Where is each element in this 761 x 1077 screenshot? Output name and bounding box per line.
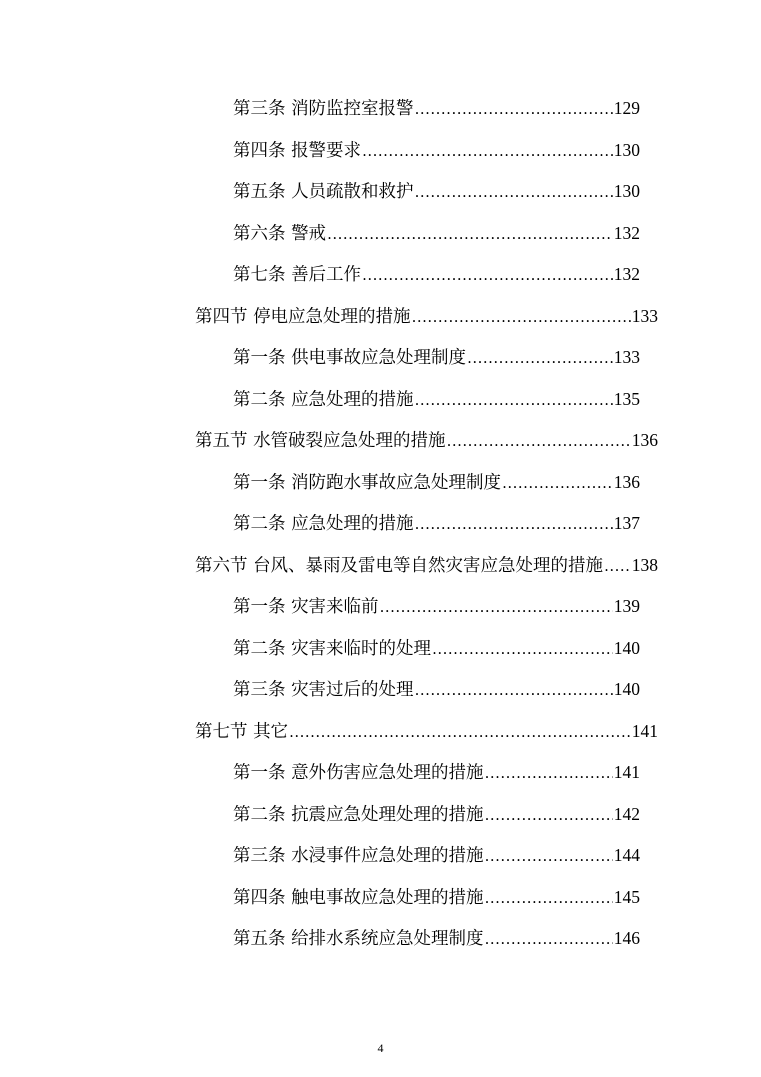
toc-entry-title: 第三条 水浸事件应急处理的措施: [233, 846, 484, 866]
toc-entry-title: 第六条 警戒: [233, 223, 327, 244]
toc-page-number: 135: [613, 388, 640, 409]
toc-dot-leader: [485, 878, 613, 918]
toc-page-number: 141: [613, 762, 640, 782]
toc-dot-leader: [485, 795, 613, 835]
toc-entry[interactable]: [233, 794, 640, 834]
toc-entry-title: 第七节 其它: [195, 721, 289, 742]
toc-entry[interactable]: [233, 503, 640, 543]
toc-entry[interactable]: [233, 213, 640, 253]
toc-page-number: 140: [613, 679, 640, 699]
toc-page-number: 142: [613, 803, 640, 824]
toc-entry-title: 第二条 应急处理的措施: [233, 389, 414, 410]
toc-entry-title: 第一条 供电事故应急处理制度: [233, 348, 467, 368]
toc-entry-title: 第四条 报警要求: [233, 140, 362, 161]
toc-entry-title: 第一条 消防跑水事故应急处理制度: [233, 472, 502, 493]
toc-dot-leader: [432, 629, 613, 669]
toc-dot-leader: [604, 546, 631, 586]
toc-entry[interactable]: [233, 337, 640, 377]
toc-entry[interactable]: [233, 918, 640, 958]
toc-entry[interactable]: [233, 88, 640, 128]
toc-dot-leader: [467, 338, 613, 378]
toc-dot-leader: [485, 919, 613, 959]
toc-page-number: 141: [631, 720, 658, 741]
toc-entry[interactable]: [233, 628, 640, 668]
toc-entry-title: 第三条 灾害过后的处理: [233, 680, 414, 700]
toc-entry-title: 第一条 灾害来临前: [233, 597, 379, 617]
toc-entry-title: 第四条 触电事故应急处理的措施: [233, 887, 484, 908]
toc-page-number: 145: [613, 886, 640, 907]
toc-page-number: 139: [613, 596, 640, 616]
toc-entry-title: 第一条 意外伤害应急处理的措施: [233, 763, 484, 783]
toc-dot-leader: [415, 380, 613, 420]
toc-entry-title: 第六节 台风、暴雨及雷电等自然灾害应急处理的措施: [195, 555, 604, 576]
toc-page-number: 130: [613, 181, 640, 201]
toc-dot-leader: [415, 504, 613, 544]
toc-page-number: 133: [631, 305, 658, 326]
toc-entry[interactable]: [233, 379, 640, 419]
toc-entry[interactable]: [233, 835, 640, 875]
toc-page-number: 146: [613, 928, 640, 948]
toc-entry[interactable]: [233, 669, 640, 709]
toc-entry[interactable]: [195, 545, 658, 585]
toc-page-number: 140: [613, 637, 640, 658]
toc-dot-leader: [415, 172, 613, 212]
toc-dot-leader: [502, 463, 613, 503]
footer-page-number: 4: [377, 1041, 384, 1055]
toc-page-number: 136: [613, 471, 640, 492]
toc-dot-leader: [362, 131, 613, 171]
toc-dot-leader: [415, 89, 613, 129]
toc-page-number: 130: [613, 139, 640, 160]
toc-entry-title: 第二条 抗震应急处理处理的措施: [233, 804, 484, 825]
toc-page-number: 133: [613, 347, 640, 367]
toc-entry-title: 第五条 给排水系统应急处理制度: [233, 929, 484, 949]
toc-entry-title: 第七条 善后工作: [233, 265, 362, 285]
toc-dot-leader: [380, 587, 613, 627]
toc-page-number: 136: [631, 430, 658, 450]
toc-dot-leader: [447, 421, 631, 461]
toc-page-number: 137: [613, 513, 640, 533]
toc-entry[interactable]: [233, 171, 640, 211]
toc-dot-leader: [327, 214, 613, 254]
toc-entry[interactable]: [233, 586, 640, 626]
toc-dot-leader: [289, 712, 631, 752]
toc-page-number: 132: [613, 264, 640, 284]
toc-page-number: 144: [613, 845, 640, 865]
toc-entry[interactable]: [233, 462, 640, 502]
toc-entry-title: 第四节 停电应急处理的措施: [195, 306, 411, 327]
toc-entry[interactable]: [195, 711, 658, 751]
toc-entry-title: 第三条 消防监控室报警: [233, 99, 414, 119]
toc-dot-leader: [415, 670, 613, 710]
toc-dot-leader: [412, 297, 631, 337]
toc-entry[interactable]: [233, 130, 640, 170]
toc-entry-title: 第五条 人员疏散和救护: [233, 182, 414, 202]
toc-entry[interactable]: [195, 420, 658, 460]
toc-dot-leader: [485, 753, 613, 793]
toc-page-number: 129: [613, 98, 640, 118]
toc-page-number: 132: [613, 222, 640, 243]
toc-entry-title: 第五节 水管破裂应急处理的措施: [195, 431, 446, 451]
toc-page-number: 138: [631, 554, 658, 575]
toc-dot-leader: [485, 836, 613, 876]
toc-entry-title: 第二条 应急处理的措施: [233, 514, 414, 534]
toc-entry[interactable]: [233, 877, 640, 917]
toc-entry[interactable]: [233, 254, 640, 294]
toc-entry-title: 第二条 灾害来临时的处理: [233, 638, 432, 659]
toc-entry[interactable]: [195, 296, 658, 336]
toc-dot-leader: [362, 255, 613, 295]
toc-entry[interactable]: [233, 752, 640, 792]
